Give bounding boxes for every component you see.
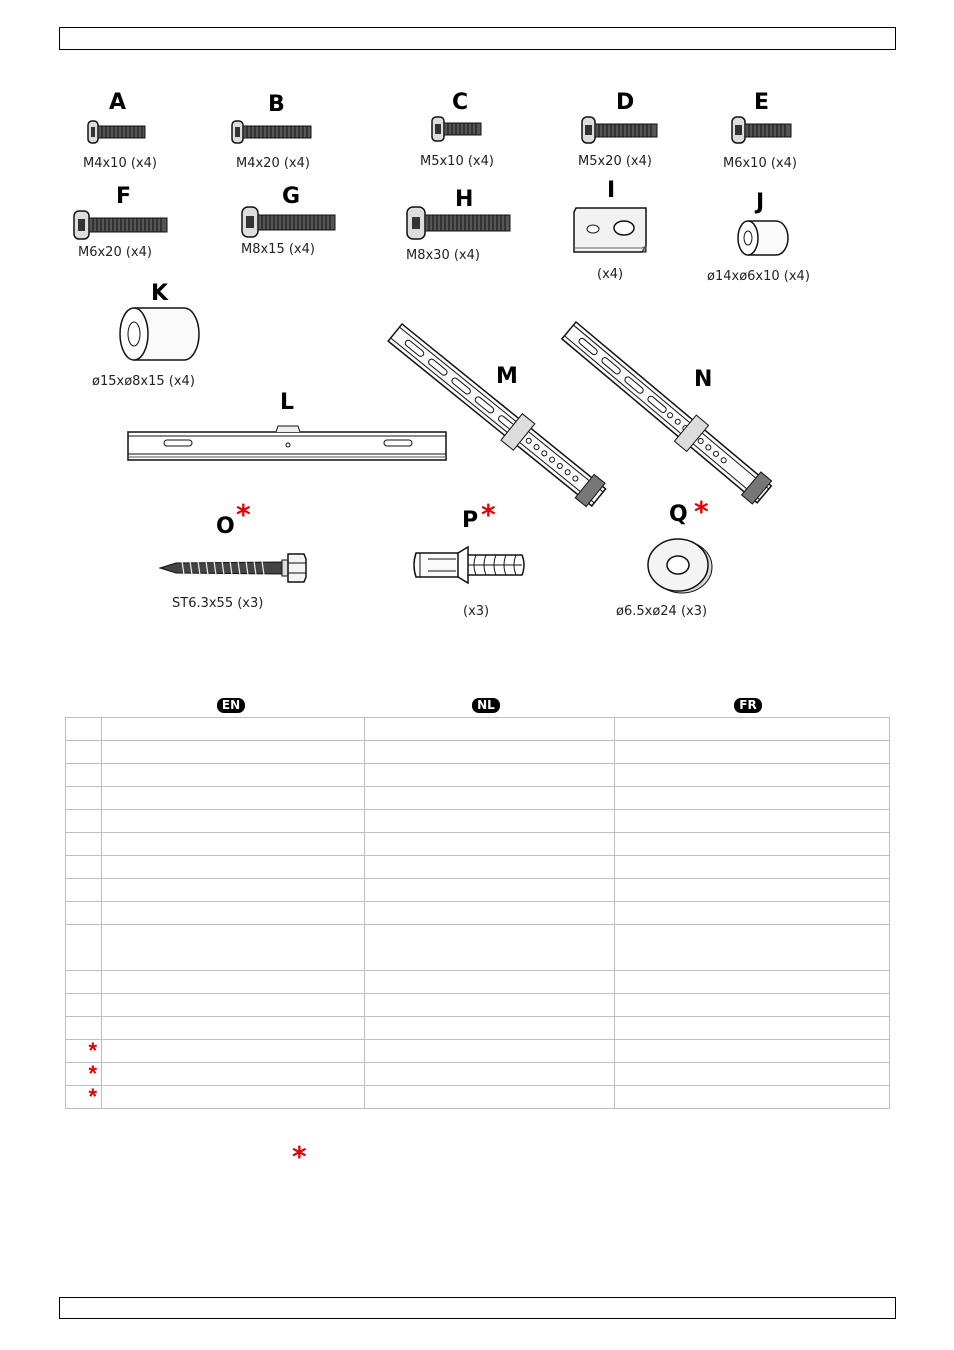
part-j-letter: J [756, 190, 765, 215]
parts-table [65, 717, 890, 1109]
table-row [66, 902, 890, 925]
table-row [66, 994, 890, 1017]
wall-plug-p-icon [412, 545, 528, 585]
optional-star-p: * [481, 498, 496, 531]
table-row [66, 1017, 890, 1040]
part-q-letter: Q [669, 502, 688, 527]
part-h-letter: H [455, 187, 474, 212]
table-row [66, 741, 890, 764]
part-a-caption: M4x10 (x4) [83, 156, 157, 171]
language-badge-fr: FR [734, 698, 762, 713]
washer-q-icon [646, 536, 714, 594]
language-badge-en: EN [217, 698, 245, 713]
part-o-caption: ST6.3x55 (x3) [172, 596, 264, 611]
part-e-caption: M6x10 (x4) [723, 156, 797, 171]
screw-f-icon [74, 210, 170, 240]
table-row [66, 1040, 890, 1063]
part-g-caption: M8x15 (x4) [241, 242, 315, 257]
optional-star-q: * [694, 495, 709, 528]
table-row [66, 1063, 890, 1086]
screw-b-icon [232, 120, 314, 144]
part-a-letter: A [109, 90, 127, 115]
part-k-letter: K [151, 281, 169, 306]
screw-h-icon [407, 206, 513, 240]
table-row [66, 718, 890, 741]
row-star-o: * [66, 1040, 102, 1063]
plate-i-icon [572, 206, 650, 256]
part-g-letter: G [282, 184, 301, 209]
table-row [66, 810, 890, 833]
part-b-letter: B [268, 92, 285, 117]
table-row [66, 833, 890, 856]
lag-screw-o-icon [158, 551, 308, 585]
part-o-letter: O [216, 514, 235, 539]
table-row [66, 787, 890, 810]
screw-g-icon [242, 206, 338, 238]
part-i-letter: I [607, 178, 616, 203]
tv-arm-n-icon [562, 314, 784, 514]
part-h-caption: M8x30 (x4) [406, 248, 480, 263]
part-b-caption: M4x20 (x4) [236, 156, 310, 171]
row-star-q: * [66, 1086, 102, 1109]
screw-e-icon [732, 116, 794, 144]
screw-c-icon [432, 116, 484, 142]
part-p-caption: (x3) [463, 604, 490, 619]
table-row [66, 925, 890, 971]
row-star-p: * [66, 1063, 102, 1086]
part-p-letter: P [462, 508, 479, 533]
part-m-letter: M [496, 364, 518, 389]
part-d-letter: D [616, 90, 635, 115]
spacer-k-icon [118, 306, 202, 362]
optional-star-o: * [236, 498, 251, 531]
table-row [66, 879, 890, 902]
spacer-j-icon [736, 219, 790, 257]
part-j-caption: ø14xø6x10 (x4) [707, 269, 810, 284]
screw-a-icon [88, 120, 148, 144]
language-badge-nl: NL [472, 698, 500, 713]
part-i-caption: (x4) [597, 267, 624, 282]
part-c-caption: M5x10 (x4) [420, 154, 494, 169]
part-f-letter: F [116, 184, 132, 209]
page-header-frame [59, 27, 896, 50]
part-f-caption: M6x20 (x4) [78, 245, 152, 260]
part-e-letter: E [754, 90, 770, 115]
screw-d-icon [582, 116, 660, 144]
table-row [66, 1086, 890, 1109]
footnote-star: * [292, 1140, 307, 1173]
part-d-caption: M5x20 (x4) [578, 154, 652, 169]
part-k-caption: ø15xø8x15 (x4) [92, 374, 195, 389]
part-l-letter: L [280, 390, 295, 415]
table-row [66, 971, 890, 994]
table-row [66, 764, 890, 787]
table-row [66, 856, 890, 879]
part-c-letter: C [452, 90, 469, 115]
part-n-letter: N [694, 367, 713, 392]
page-footer-frame [59, 1297, 896, 1319]
part-q-caption: ø6.5xø24 (x3) [616, 604, 708, 619]
